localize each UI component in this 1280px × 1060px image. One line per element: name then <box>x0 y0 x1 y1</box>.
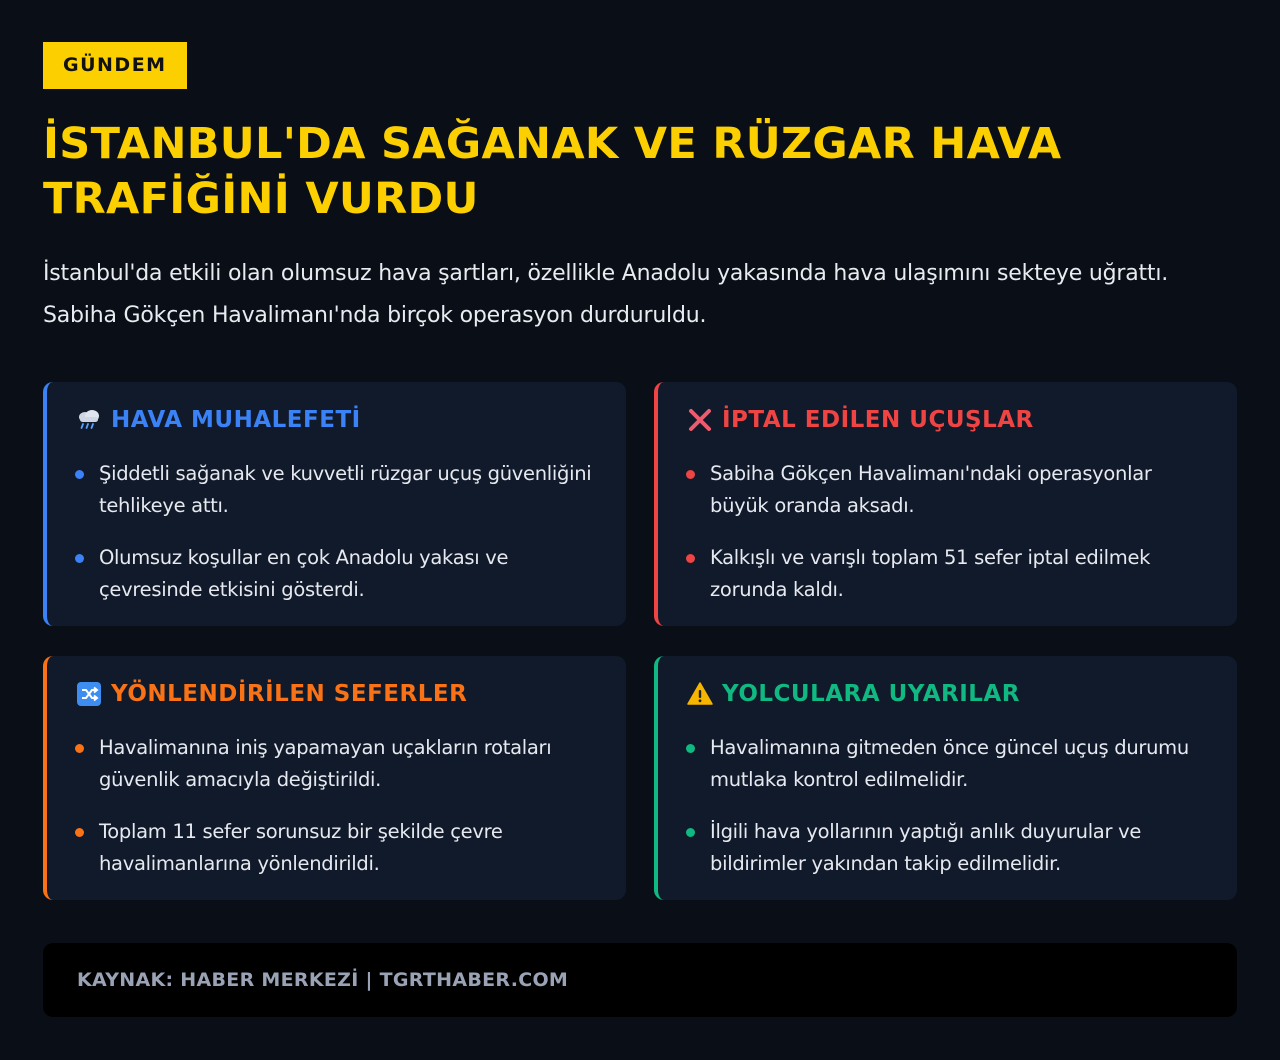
card-list <box>686 458 1209 606</box>
bullet <box>75 744 84 753</box>
card-title-text: YÖNLENDİRİLEN SEFERLER <box>111 681 468 707</box>
list-item-text: Havalimanına gitmeden önce güncel uçuş durumu mutlaka kontrol edilmelidir. <box>710 736 1189 791</box>
rain-cloud-icon <box>75 406 103 434</box>
card-list <box>75 458 598 606</box>
card-title <box>75 676 598 712</box>
card-title-text: YOLCULARA UYARILAR <box>722 681 1020 707</box>
list-item <box>686 816 1209 880</box>
bullet <box>686 744 695 753</box>
list-item-text: Sabiha Gökçen Havalimanı'ndaki operasyonlar büyük oranda aksadı. <box>710 462 1152 517</box>
shuffle-icon <box>75 680 103 708</box>
list-item-text: Şiddetli sağanak ve kuvvetli rüzgar uçuş güvenliğini tehlikeye attı. <box>99 462 592 517</box>
card-cancelled-flights <box>654 382 1237 626</box>
card-weather <box>43 382 626 626</box>
warning-icon <box>686 680 714 708</box>
card-title <box>686 402 1209 438</box>
bullet <box>75 828 84 837</box>
lead-paragraph: İstanbul'da etkili olan olumsuz hava şartları, özellikle Anadolu yakasında hava ulaşımını sekteye uğrattı. Sabiha Gökçen Havalimanı'nda birçok operasyon durduruldu. <box>43 261 1169 328</box>
bullet <box>686 554 695 563</box>
card-passenger-warnings <box>654 656 1237 900</box>
list-item <box>75 542 598 606</box>
bullet <box>75 470 84 479</box>
card-title-text: İPTAL EDİLEN UÇUŞLAR <box>722 407 1034 433</box>
list-item-text: Olumsuz koşullar en çok Anadolu yakası ve çevresinde etkisini gösterdi. <box>99 546 509 601</box>
cross-mark-icon <box>686 406 714 434</box>
list-item-text: Kalkışlı ve varışlı toplam 51 sefer iptal edilmek zorunda kaldı. <box>710 546 1151 601</box>
list-item-text: Havalimanına iniş yapamayan uçakların rotaları güvenlik amacıyla değiştirildi. <box>99 736 552 791</box>
card-list <box>686 732 1209 880</box>
source-footer <box>43 943 1237 1017</box>
card-title <box>686 676 1209 712</box>
list-item-text: Toplam 11 sefer sorunsuz bir şekilde çevre havalimanlarına yönlendirildi. <box>99 820 503 875</box>
list-item <box>75 458 598 522</box>
headline: İSTANBUL'DA SAĞANAK VE RÜZGAR HAVA TRAFİĞİNİ VURDU <box>43 119 1062 224</box>
list-item <box>75 816 598 880</box>
page-content <box>43 42 1237 875</box>
list-item <box>75 732 598 796</box>
list-item-text: İlgili hava yollarının yaptığı anlık duyurular ve bildirimler yakından takip edilmelidir. <box>710 820 1142 875</box>
list-item <box>686 458 1209 522</box>
list-item <box>686 732 1209 796</box>
source-text: KAYNAK: HABER MERKEZİ | TGRTHABER.COM <box>77 969 569 991</box>
bullet <box>75 554 84 563</box>
card-title <box>75 402 598 438</box>
card-diverted-flights <box>43 656 626 900</box>
bullet <box>686 828 695 837</box>
card-list <box>75 732 598 880</box>
bullet <box>686 470 695 479</box>
category-badge: GÜNDEM <box>43 42 187 89</box>
card-title-text: HAVA MUHALEFETİ <box>111 407 361 433</box>
list-item <box>686 542 1209 606</box>
